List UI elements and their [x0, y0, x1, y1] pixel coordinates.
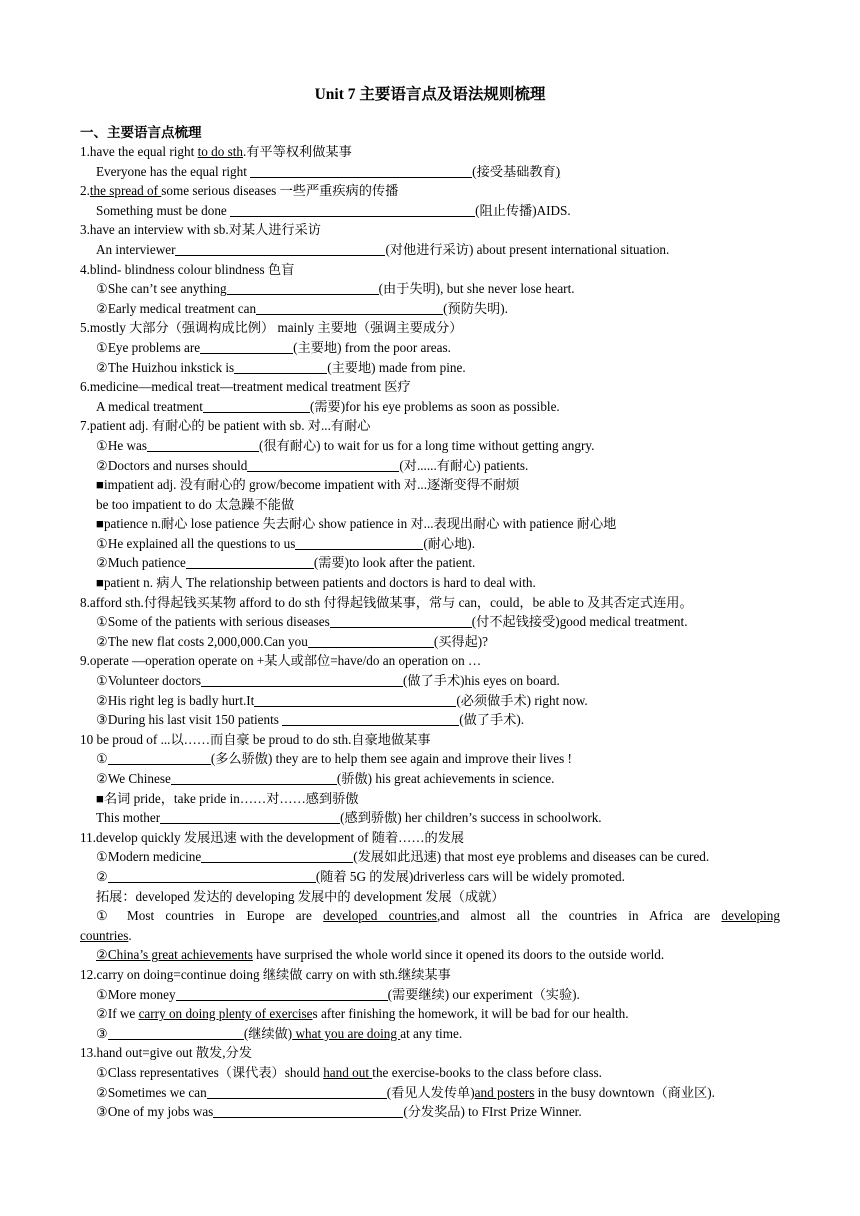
text-segment: (预防失明). — [443, 300, 508, 316]
text-line — [80, 887, 780, 907]
text-segment: (看见人发传单) — [386, 1084, 475, 1100]
text-line — [80, 1063, 780, 1083]
text-line — [80, 318, 780, 338]
text-line — [80, 358, 780, 378]
text-line — [80, 867, 780, 887]
text-line — [80, 220, 780, 240]
underlined-text: carry on doing plenty of exercise — [138, 1006, 313, 1022]
text-segment: (做了手术)his eyes on board. — [402, 673, 560, 689]
text-line — [80, 299, 780, 319]
text-segment: (主要地) from the poor areas. — [293, 339, 451, 355]
text-line — [80, 789, 780, 809]
text-segment: ■名词 pride，take pride in……对……感到骄傲 — [96, 790, 359, 806]
text-line — [80, 495, 780, 515]
fill-in-blank[interactable] — [201, 672, 403, 687]
text-line — [80, 926, 780, 946]
text-segment: be too impatient to do 太急躁不能做 — [96, 496, 295, 512]
fill-in-blank[interactable] — [234, 359, 327, 374]
text-line — [80, 456, 780, 476]
text-segment: ②If we — [96, 1006, 139, 1022]
text-line — [80, 945, 780, 965]
text-segment: 11.develop quickly 发展迅速 with the development of 随着……的发展 — [80, 829, 465, 845]
fill-in-blank[interactable] — [175, 241, 385, 256]
text-segment: (随着 5G 的发展)driverless cars will be widely promoted. — [315, 868, 625, 884]
text-segment: (对......有耐心) patients. — [399, 457, 529, 473]
fill-in-blank[interactable] — [308, 633, 434, 648]
text-segment: ①Eye problems are — [96, 339, 201, 355]
text-segment: 7.patient adj. 有耐心的 be patient with sb. 对...有耐心 — [80, 418, 371, 434]
text-segment: some serious diseases 一些严重疾病的传播 — [161, 183, 399, 199]
text-line — [80, 710, 780, 730]
text-line — [80, 279, 780, 299]
fill-in-blank[interactable] — [295, 535, 423, 550]
text-segment: ② — [96, 868, 108, 884]
text-segment: ①He explained all the questions to us — [96, 535, 296, 551]
underlined-text: developed countries — [323, 908, 437, 924]
text-line — [80, 671, 780, 691]
text-segment: 4.blind- blindness colour blindness 色盲 — [80, 261, 295, 277]
fill-in-blank[interactable] — [147, 437, 259, 452]
text-segment: 6.medicine—medical treat—treatment medical treatment 医疗 — [80, 379, 411, 395]
text-segment: (需要)for his eye problems as soon as possible. — [309, 398, 560, 414]
text-segment: (继续做) — [243, 1025, 293, 1041]
text-segment: (很有耐心) to wait for us for a long time without getting angry. — [259, 437, 595, 453]
text-line — [80, 514, 780, 534]
text-line — [80, 691, 780, 711]
text-segment: A medical treatment — [96, 398, 203, 414]
text-segment: (耐心地). — [423, 535, 475, 551]
text-segment: ②We Chinese — [96, 771, 171, 786]
text-segment: (需要)to look after the patient. — [313, 555, 476, 571]
fill-in-blank[interactable] — [230, 202, 475, 217]
text-line — [80, 162, 780, 182]
text-segment: ①Some of the patients with serious diseases — [96, 614, 330, 630]
fill-in-blank[interactable] — [247, 457, 399, 472]
text-segment: ①She can’t see anything — [96, 281, 227, 297]
text-segment: ②The new flat costs 2,000,000.Can you — [96, 633, 308, 649]
text-line — [80, 1102, 780, 1122]
text-segment: ③One of my jobs was — [96, 1104, 214, 1120]
text-line — [80, 181, 780, 201]
fill-in-blank[interactable] — [203, 398, 310, 413]
text-line — [80, 651, 780, 671]
text-line — [80, 965, 780, 985]
text-line — [80, 985, 780, 1005]
text-segment: 5.mostly 大部分（强调构成比例） mainly 主要地（强调主要成分） — [80, 320, 463, 336]
underlined-text: and posters — [474, 1084, 535, 1100]
text-segment: 3.have an interview with sb.对某人进行采访 — [80, 222, 321, 238]
text-segment: Something must be done — [96, 202, 231, 218]
text-line — [80, 377, 780, 397]
text-line — [80, 240, 780, 260]
text-segment: (需要继续) our experiment（实验). — [387, 986, 580, 1002]
text-line — [80, 142, 780, 162]
text-segment: ,and almost all the countries in Africa are — [436, 908, 722, 924]
underlined-text: the spread of — [89, 183, 162, 199]
fill-in-blank[interactable] — [207, 1084, 387, 1099]
fill-in-blank[interactable] — [176, 986, 388, 1001]
text-line — [80, 475, 780, 495]
fill-in-blank[interactable] — [282, 711, 459, 726]
text-segment: (做了手术). — [459, 712, 525, 728]
section-heading: 一、主要语言点梳理 — [80, 125, 202, 140]
fill-in-blank[interactable] — [254, 692, 456, 707]
text-line — [80, 749, 780, 769]
fill-in-blank[interactable] — [186, 554, 314, 569]
fill-in-blank[interactable] — [108, 750, 211, 765]
text-segment: (发展如此迅速) that most eye problems and diseases can be cured. — [353, 849, 710, 865]
fill-in-blank[interactable] — [200, 339, 293, 354]
text-segment: ①He was — [96, 437, 148, 453]
text-segment: ■impatient adj. 没有耐心的 grow/become impatient with 对...逐渐变得不耐烦 — [96, 477, 520, 493]
text-segment: 9.operate —operation operate on +某人或部位=have/do an operation on … — [80, 653, 482, 669]
text-segment: ③During his last visit 150 patients — [96, 712, 283, 728]
fill-in-blank[interactable] — [256, 300, 443, 315]
fill-in-blank[interactable] — [330, 613, 472, 628]
text-line — [80, 201, 780, 221]
text-segment: (多么骄傲) they are to help them see again and improve their lives ! — [210, 751, 572, 767]
text-line — [80, 553, 780, 573]
text-line — [80, 1004, 780, 1024]
text-line — [80, 828, 780, 848]
text-segment: ①More money — [96, 986, 176, 1002]
text-segment: at any time. — [400, 1025, 463, 1041]
underlined-text: ②China’s great achievements — [96, 947, 253, 963]
text-line — [80, 573, 780, 593]
text-segment: ■patience n.耐心 lose patience 失去耐心 show patience in 对...表现出耐心 with patience 耐心地 — [96, 516, 617, 532]
text-segment: 2. — [80, 183, 90, 199]
text-segment: ②His right leg is badly hurt.It — [96, 692, 255, 708]
text-segment: (付不起钱接受)good medical treatment. — [471, 614, 688, 630]
text-segment: ①Volunteer doctors — [96, 673, 201, 689]
fill-in-blank[interactable] — [171, 770, 337, 785]
text-line — [80, 416, 780, 436]
text-segment: . — [128, 927, 132, 943]
text-segment: (感到骄傲) her children’s success in schoolwork. — [340, 810, 602, 826]
underlined-text: hand out — [323, 1064, 373, 1080]
underlined-text: countries — [80, 927, 129, 943]
fill-in-blank[interactable] — [108, 868, 316, 883]
text-segment: ■patient n. 病人 The relationship between patients and doctors is hard to deal with. — [96, 575, 536, 591]
fill-in-blank[interactable] — [108, 1025, 244, 1040]
text-segment: 拓展：developed 发达的 developing 发展中的 development 发展（成就） — [96, 888, 505, 904]
fill-in-blank[interactable] — [227, 280, 379, 295]
text-segment: 12.carry on doing=continue doing 继续做 carry on with sth.继续某事 — [80, 966, 451, 982]
text-segment: (必须做手术) right now. — [456, 692, 588, 708]
text-segment: ① Most countries in Europe are — [96, 908, 324, 924]
text-segment: ②Doctors and nurses should — [96, 457, 248, 473]
text-line — [80, 260, 780, 280]
text-segment: in the busy downtown（商业区). — [534, 1084, 715, 1100]
text-segment: 10 be proud of ...以……而自豪 be proud to do sth.自豪地做某事 — [80, 731, 431, 747]
text-segment: .有平等权利做某事 — [243, 144, 352, 159]
text-line — [80, 534, 780, 554]
underlined-text: ) — [555, 163, 561, 179]
text-segment: (接受基础教育 — [472, 163, 556, 179]
text-segment: Everyone has the equal right — [96, 163, 251, 179]
text-segment: ②The Huizhou inkstick is — [96, 359, 235, 375]
text-segment: ①Modern medicine — [96, 849, 202, 865]
text-segment: (阻止传播)AIDS. — [475, 202, 571, 218]
text-segment: An interviewer — [96, 241, 176, 257]
text-line — [80, 847, 780, 867]
text-segment: ③ — [96, 1025, 108, 1041]
text-segment: This mother — [96, 810, 161, 826]
text-line — [80, 436, 780, 456]
text-line — [80, 808, 780, 828]
text-segment: (分发奖品) to FIrst Prize Winner. — [403, 1104, 582, 1120]
fill-in-blank[interactable] — [250, 163, 472, 178]
fill-in-blank[interactable] — [213, 1103, 403, 1118]
text-segment: have surprised the whole world since it opened its doors to the outside world. — [252, 947, 665, 963]
text-segment: ① — [96, 751, 108, 767]
underlined-text: to do sth — [197, 144, 243, 159]
text-line — [80, 769, 780, 789]
document-body — [80, 142, 780, 1122]
text-segment: 13.hand out=give out 散发,分发 — [80, 1045, 252, 1061]
text-segment: ②Early medical treatment can — [96, 300, 257, 316]
text-line — [80, 338, 780, 358]
text-line — [80, 397, 780, 417]
text-segment: s after finishing the homework, it will be bad for our health. — [312, 1006, 629, 1022]
text-line — [80, 632, 780, 652]
underlined-text: developing — [721, 908, 780, 924]
underlined-text: what you are doing — [292, 1025, 401, 1041]
text-segment: (对他进行采访) about present international situation. — [385, 241, 670, 257]
text-segment: 8.afford sth.付得起钱买某物 afford to do sth 付得起钱做某事，常与 can，could，be able to 及其否定式连用。 — [80, 594, 693, 610]
text-segment: 1.have the equal right — [80, 144, 198, 159]
text-line — [80, 1043, 780, 1063]
text-segment: (买得起)? — [433, 633, 489, 649]
text-line — [80, 612, 780, 632]
text-line — [80, 906, 780, 926]
text-segment: (主要地) made from pine. — [327, 359, 466, 375]
text-segment: ②Sometimes we can — [96, 1084, 207, 1100]
text-segment: ①Class representatives（课代表）should — [96, 1064, 324, 1080]
text-segment: the exercise-books to the class before class. — [372, 1064, 602, 1080]
text-segment: (骄傲) his great achievements in science. — [336, 771, 555, 786]
text-line — [80, 1083, 780, 1103]
fill-in-blank[interactable] — [201, 848, 353, 863]
fill-in-blank[interactable] — [160, 809, 340, 824]
text-segment: ②Much patience — [96, 555, 186, 571]
text-segment: (由于失明), but she never lose heart. — [378, 281, 575, 297]
text-line — [80, 730, 780, 750]
page-title: Unit 7 主要语言点及语法规则梳理 — [314, 86, 546, 103]
text-line — [80, 593, 780, 613]
text-line — [80, 1024, 780, 1044]
